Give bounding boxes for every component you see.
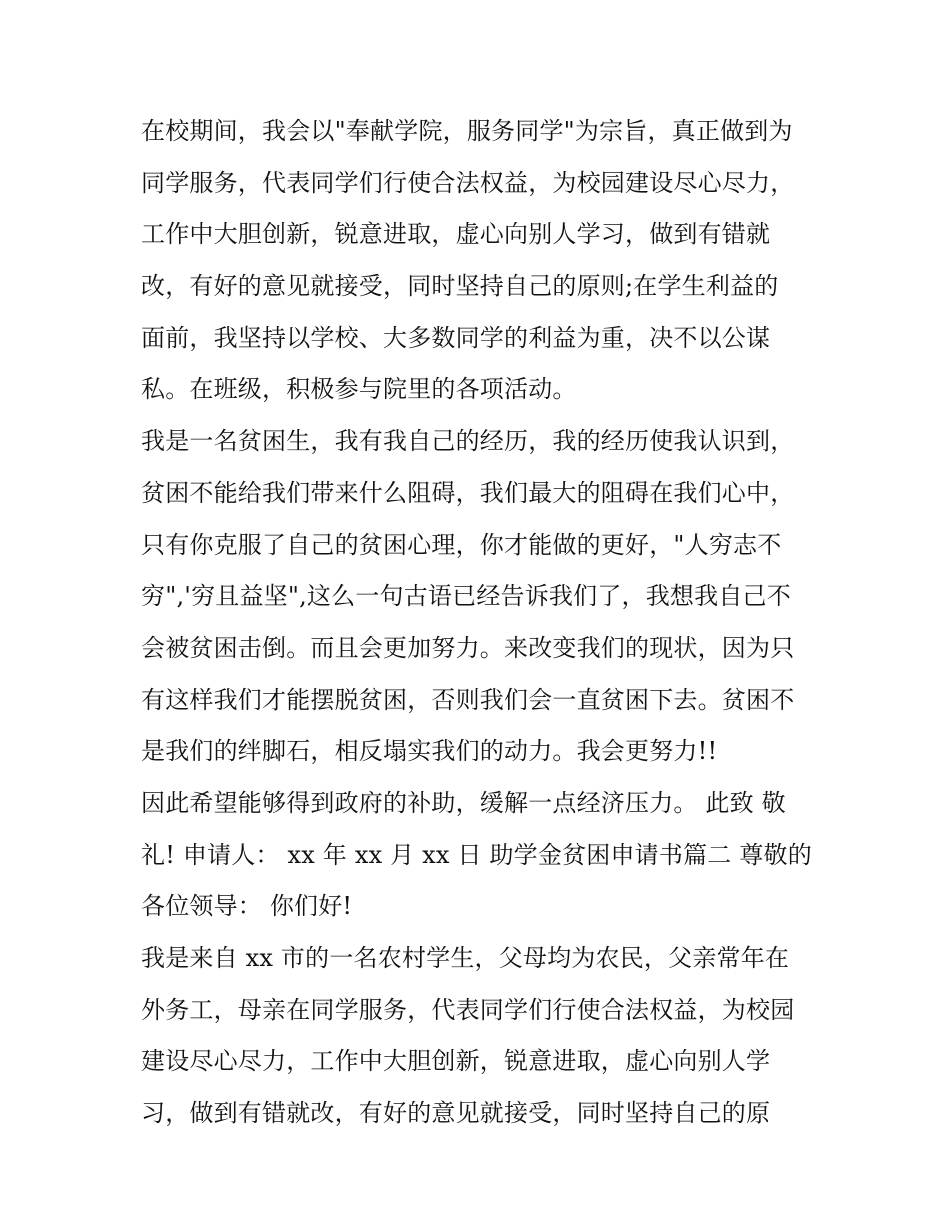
text-line: 有这样我们才能摆脱贫困，否则我们会一直贫困下去。贫困不 xyxy=(141,685,795,714)
text-line: 穷",'穷且益坚",这么一句古语已经告诉我们了，我想我自己不 xyxy=(141,582,791,611)
text-line: 改，有好的意见就接受，同时坚持自己的原则;在学生利益的 xyxy=(141,272,779,301)
text-line: 私。在班级，积极参与院里的各项活动。 xyxy=(141,375,577,404)
text-line: 贫困不能给我们带来什么阻碍，我们最大的阻碍在我们心中， xyxy=(141,478,795,507)
text-line: 会被贫困击倒。而且会更加努力。来改变我们的现状，因为只 xyxy=(141,633,795,662)
text-line: 同学服务，代表同学们行使合法权益，为校园建设尽心尽力， xyxy=(141,168,795,197)
text-line: 各位领导： 你们好! xyxy=(141,892,353,921)
text-line: 礼! 申请人： xx 年 xx 月 xx 日 助学金贫困申请书篇二 尊敬的 xyxy=(141,840,812,869)
text-line: 外务工，母亲在同学服务，代表同学们行使合法权益，为校园 xyxy=(141,995,795,1024)
text-line: 面前，我坚持以学校、大多数同学的利益为重，决不以公谋 xyxy=(141,323,771,352)
text-line: 只有你克服了自己的贫困心理，你才能做的更好，"人穷志不 xyxy=(141,530,782,559)
document-body xyxy=(141,106,821,1140)
text-line: 习，做到有错就改，有好的意见就接受，同时坚持自己的原 xyxy=(141,1099,771,1128)
text-line: 我是来自 xx 市的一名农村学生，父母均为农民，父亲常年在 xyxy=(141,944,790,972)
text-line: 是我们的绊脚石，相反塌实我们的动力。我会更努力!! xyxy=(141,737,718,766)
text-line: 我是一名贫困生，我有我自己的经历，我的经历使我认识到， xyxy=(141,427,795,456)
text-line: 工作中大胆创新，锐意进取，虚心向别人学习，做到有错就 xyxy=(141,220,771,249)
text-line: 在校期间，我会以"奉献学院，服务同学"为宗旨，真正做到为 xyxy=(141,117,793,145)
text-line: 建设尽心尽力，工作中大胆创新，锐意进取，虚心向别人学 xyxy=(141,1047,771,1076)
text-line: 因此希望能够得到政府的补助，缓解一点经济压力。 此致 敬 xyxy=(141,788,786,817)
